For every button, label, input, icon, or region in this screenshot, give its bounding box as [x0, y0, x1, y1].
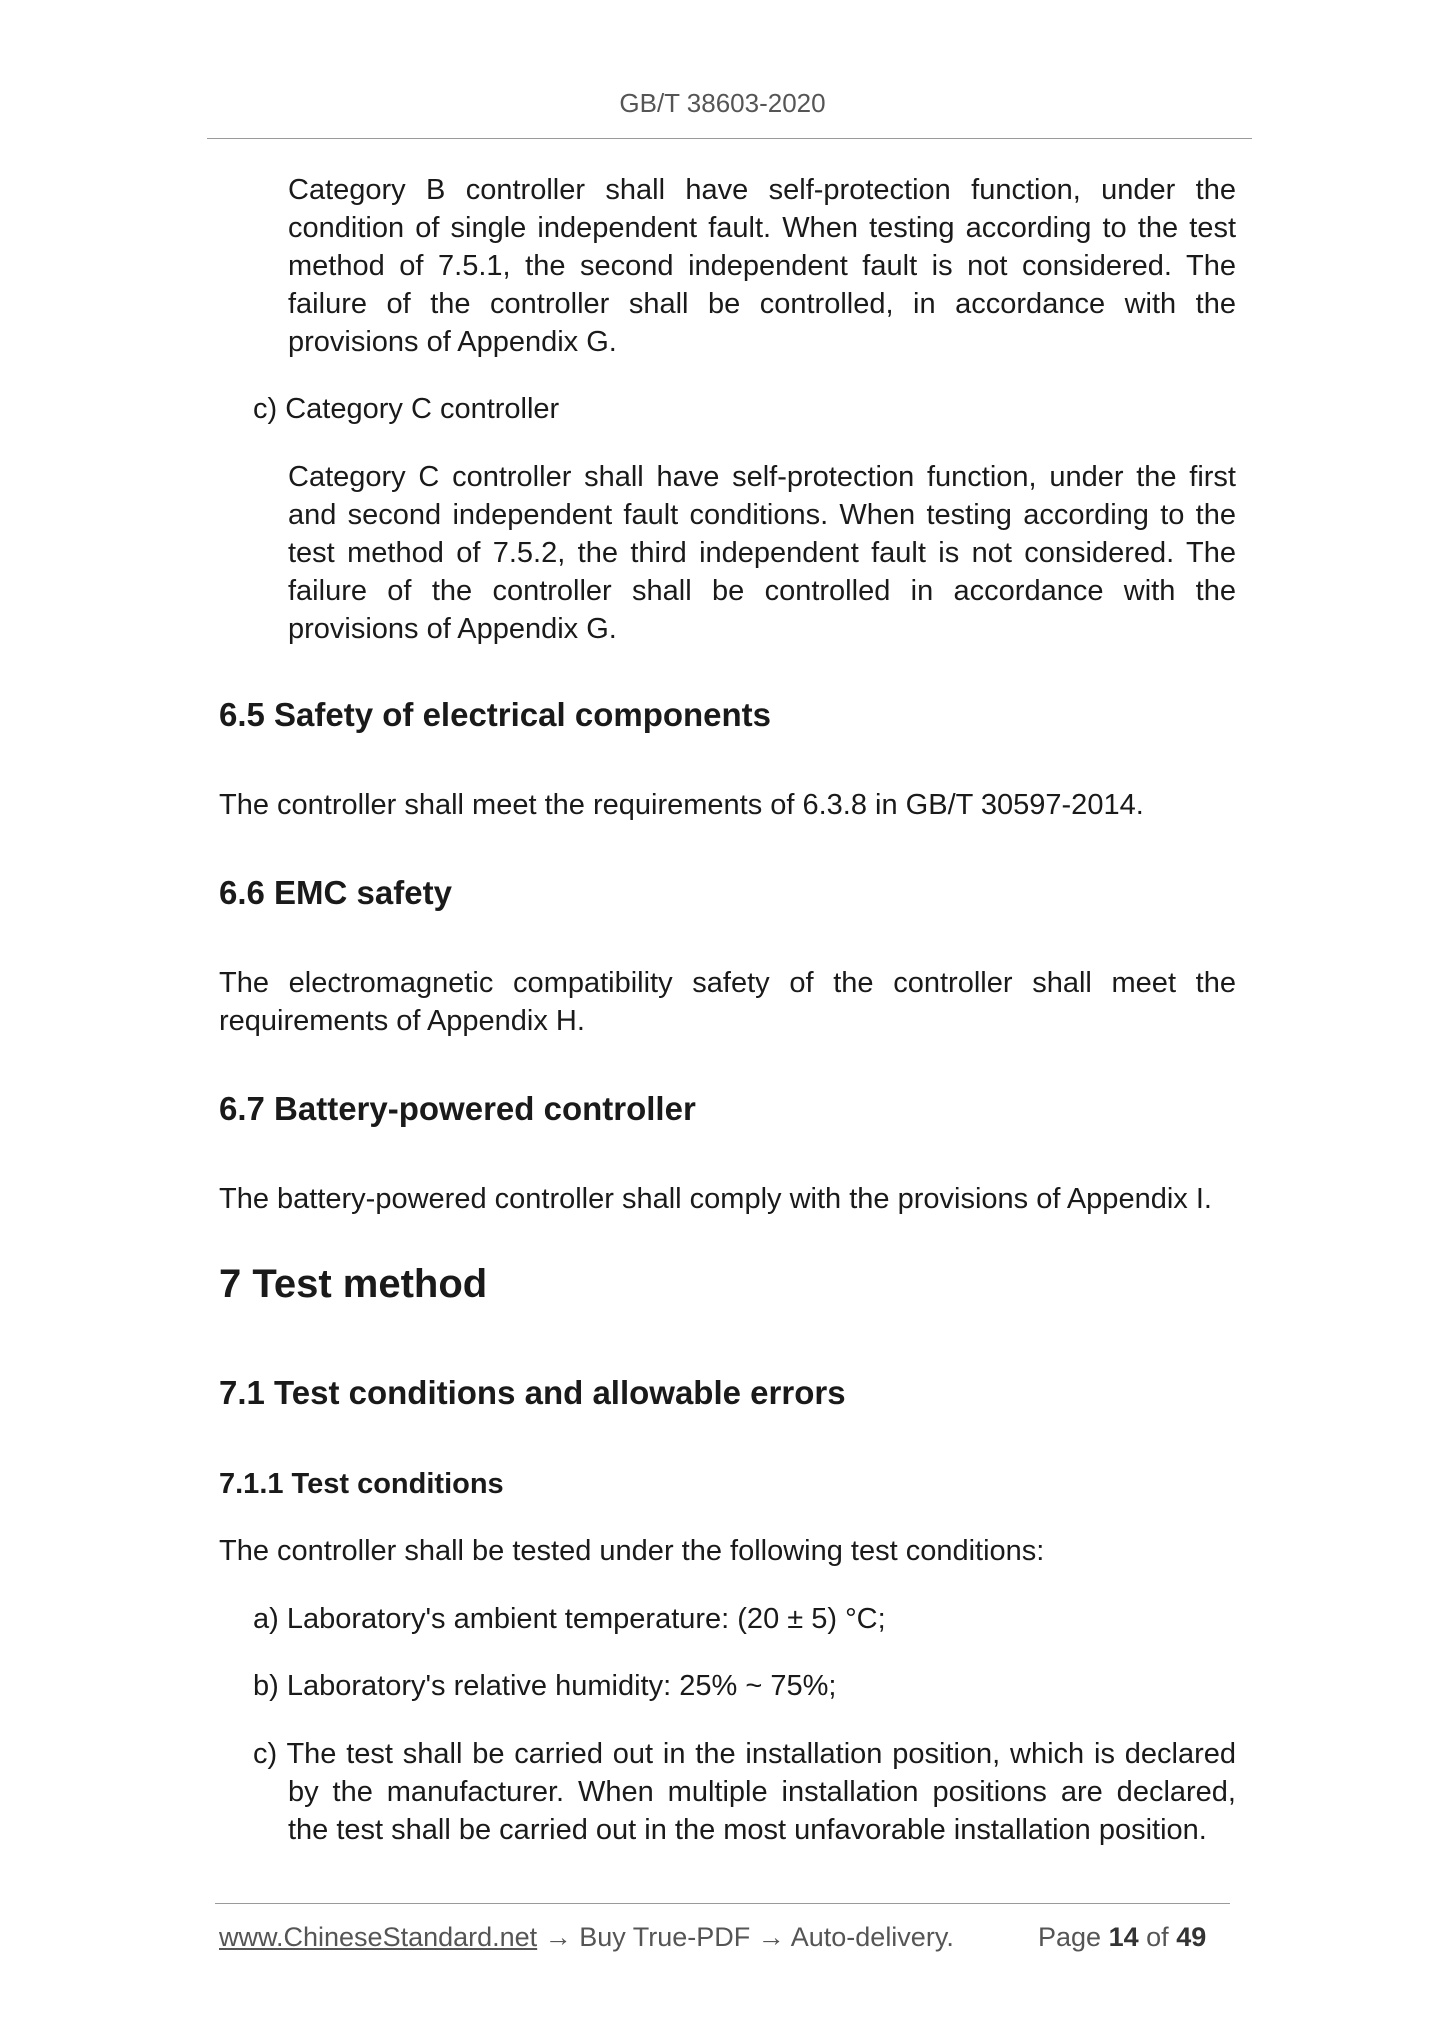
list-item-category-c: c) Category C controller — [253, 393, 560, 425]
heading-6-7: 6.7 Battery-powered controller — [219, 1090, 696, 1127]
heading-6-5: 6.5 Safety of electrical components — [219, 696, 772, 733]
header-divider — [207, 138, 1252, 139]
header-doc-id: GB/T 38603-2020 — [619, 88, 826, 118]
list-item-condition-b: b) Laboratory's relative humidity: 25% ~ 75%; — [253, 1670, 837, 1702]
page-label: Page — [1038, 1922, 1102, 1952]
heading-7-1: 7.1 Test conditions and allowable errors — [219, 1374, 846, 1411]
paragraph-category-c: Category C controller shall have self-protection function, under the first and second independent fault conditions. When testing according to the test method of 7.5.2, the third independent fault is not considered. The failure of the controller shall be controlled in accordance with the provisions of Appendix G. — [288, 461, 1236, 645]
page-current: 14 — [1108, 1922, 1139, 1952]
footer-promo-tail: → Buy True-PDF → Auto-delivery. — [537, 1922, 954, 1952]
list-item-condition-c: c) The test shall be carried out in the installation position, which is declared by the manufacturer. When multiple installation positions are declared, the test shall be carried out in the most unfavorable installation position. — [253, 1738, 1236, 1846]
list-item-condition-a: a) Laboratory's ambient temperature: (20 ± 5) °C; — [253, 1603, 886, 1635]
page-of-label: of — [1146, 1922, 1169, 1952]
heading-7: 7 Test method — [219, 1262, 488, 1306]
paragraph-6-7: The battery-powered controller shall comply with the provisions of Appendix I. — [219, 1183, 1212, 1215]
footer-website-link[interactable]: www.ChineseStandard.net — [219, 1922, 538, 1952]
heading-7-1-1: 7.1.1 Test conditions — [219, 1468, 504, 1500]
footer-promo — [219, 1922, 954, 1953]
paragraph-6-5: The controller shall meet the requirements of 6.3.8 in GB/T 30597-2014. — [219, 789, 1144, 821]
paragraph-7-1-1: The controller shall be tested under the following test conditions: — [219, 1535, 1045, 1567]
paragraph-category-b: Category B controller shall have self-protection function, under the condition of single independent fault. When testing according to the test method of 7.5.1, the second independent fault is not considered. The failure of the controller shall be controlled, in accordance with the provisions of Appendix G. — [288, 174, 1236, 358]
heading-6-6: 6.6 EMC safety — [219, 874, 452, 911]
page-total: 49 — [1176, 1922, 1207, 1952]
footer-divider — [215, 1903, 1230, 1904]
footer-page-number — [1038, 1922, 1206, 1953]
paragraph-6-6: The electromagnetic compatibility safety of the controller shall meet the requirements of Appendix H. — [219, 967, 1236, 1037]
